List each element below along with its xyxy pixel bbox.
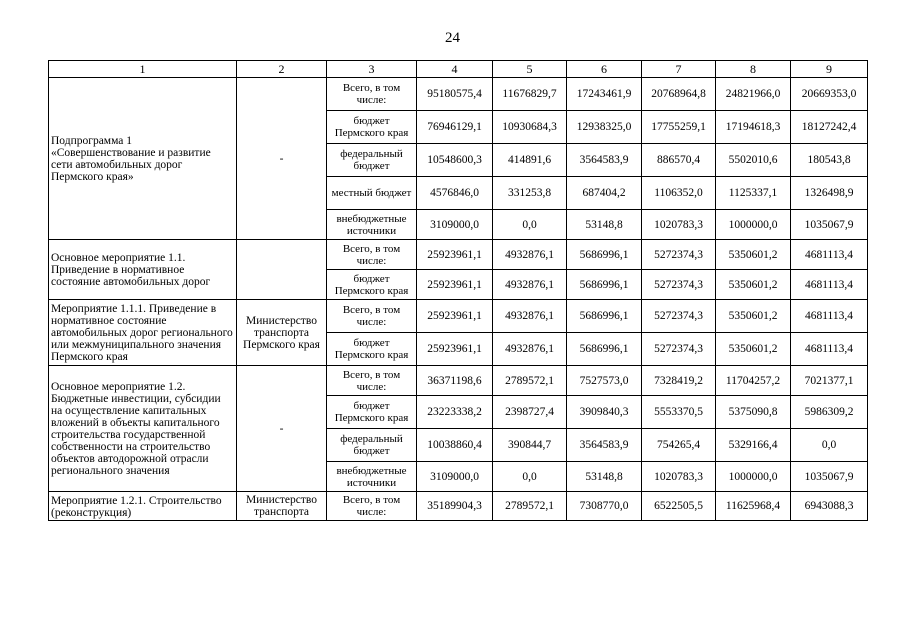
value-cell: 1035067,9 (791, 462, 868, 492)
value-cell: 754265,4 (642, 429, 716, 462)
value-cell: 95180575,4 (417, 78, 493, 111)
value-cell: 3909840,3 (567, 396, 642, 429)
value-cell: 4932876,1 (493, 270, 567, 300)
value-cell: 886570,4 (642, 144, 716, 177)
value-cell: 11676829,7 (493, 78, 567, 111)
value-cell: 5375090,8 (716, 396, 791, 429)
page-number: 24 (445, 30, 460, 46)
funding-source-cell: внебюджетные источники (327, 462, 417, 492)
value-cell: 25923961,1 (417, 333, 493, 366)
value-cell: 180543,8 (791, 144, 868, 177)
value-cell: 3109000,0 (417, 210, 493, 240)
funding-source-cell: бюджет Пермского края (327, 396, 417, 429)
funding-source-cell: Всего, в том числе: (327, 366, 417, 396)
program-name-cell: Мероприятие 1.1.1. Приведение в нормативное состояние автомобильных дорог регионального или межмуниципального значения Пермского края (49, 300, 237, 366)
responsible-cell: - (237, 78, 327, 240)
header-cell: 4 (417, 61, 493, 78)
value-cell: 2789572,1 (493, 366, 567, 396)
header-row (49, 61, 868, 78)
value-cell: 2398727,4 (493, 396, 567, 429)
header-cell: 1 (49, 61, 237, 78)
value-cell: 4932876,1 (493, 333, 567, 366)
value-cell: 5350601,2 (716, 270, 791, 300)
value-cell: 17243461,9 (567, 78, 642, 111)
value-cell: 6522505,5 (642, 492, 716, 521)
header-cell: 9 (791, 61, 868, 78)
value-cell: 24821966,0 (716, 78, 791, 111)
value-cell: 10930684,3 (493, 111, 567, 144)
table-row (49, 240, 868, 270)
value-cell: 3564583,9 (567, 144, 642, 177)
value-cell: 5686996,1 (567, 270, 642, 300)
value-cell: 1035067,9 (791, 210, 868, 240)
responsible-cell: - (237, 366, 327, 492)
value-cell: 5986309,2 (791, 396, 868, 429)
header-cell: 5 (493, 61, 567, 78)
value-cell: 4576846,0 (417, 177, 493, 210)
value-cell: 18127242,4 (791, 111, 868, 144)
value-cell: 36371198,6 (417, 366, 493, 396)
funding-source-cell: бюджет Пермского края (327, 333, 417, 366)
program-name-cell: Основное мероприятие 1.1. Приведение в нормативное состояние автомобильных дорог (49, 240, 237, 300)
value-cell: 7021377,1 (791, 366, 868, 396)
funding-source-cell: бюджет Пермского края (327, 270, 417, 300)
value-cell: 1020783,3 (642, 210, 716, 240)
value-cell: 53148,8 (567, 210, 642, 240)
value-cell: 3564583,9 (567, 429, 642, 462)
value-cell: 5272374,3 (642, 240, 716, 270)
value-cell: 23223338,2 (417, 396, 493, 429)
value-cell: 0,0 (493, 462, 567, 492)
value-cell: 2789572,1 (493, 492, 567, 521)
program-name-cell: Подпрограмма 1 «Совершенствование и развитие сети автомобильных дорог Пермского края» (49, 78, 237, 240)
value-cell: 7308770,0 (567, 492, 642, 521)
funding-source-cell: Всего, в том числе: (327, 300, 417, 333)
value-cell: 76946129,1 (417, 111, 493, 144)
value-cell: 1106352,0 (642, 177, 716, 210)
value-cell: 5272374,3 (642, 333, 716, 366)
header-cell: 6 (567, 61, 642, 78)
value-cell: 414891,6 (493, 144, 567, 177)
value-cell: 10548600,3 (417, 144, 493, 177)
value-cell: 5350601,2 (716, 240, 791, 270)
value-cell: 7527573,0 (567, 366, 642, 396)
funding-source-cell: местный бюджет (327, 177, 417, 210)
value-cell: 17755259,1 (642, 111, 716, 144)
value-cell: 35189904,3 (417, 492, 493, 521)
value-cell: 5553370,5 (642, 396, 716, 429)
value-cell: 5686996,1 (567, 300, 642, 333)
value-cell: 1326498,9 (791, 177, 868, 210)
value-cell: 4681113,4 (791, 333, 868, 366)
funding-source-cell: федеральный бюджет (327, 144, 417, 177)
value-cell: 5350601,2 (716, 300, 791, 333)
value-cell: 7328419,2 (642, 366, 716, 396)
funding-source-cell: бюджет Пермского края (327, 111, 417, 144)
value-cell: 25923961,1 (417, 240, 493, 270)
value-cell: 3109000,0 (417, 462, 493, 492)
value-cell: 0,0 (493, 210, 567, 240)
value-cell: 5272374,3 (642, 300, 716, 333)
header-cell: 3 (327, 61, 417, 78)
program-name-cell: Мероприятие 1.2.1. Строительство (реконструкция) (49, 492, 237, 521)
value-cell: 20669353,0 (791, 78, 868, 111)
value-cell: 1020783,3 (642, 462, 716, 492)
value-cell: 4681113,4 (791, 270, 868, 300)
value-cell: 4932876,1 (493, 300, 567, 333)
value-cell: 5686996,1 (567, 240, 642, 270)
value-cell: 11704257,2 (716, 366, 791, 396)
value-cell: 5350601,2 (716, 333, 791, 366)
value-cell: 0,0 (791, 429, 868, 462)
value-cell: 1000000,0 (716, 210, 791, 240)
funding-source-cell: внебюджетные источники (327, 210, 417, 240)
value-cell: 4932876,1 (493, 240, 567, 270)
value-cell: 4681113,4 (791, 300, 868, 333)
value-cell: 331253,8 (493, 177, 567, 210)
program-name-cell: Основное мероприятие 1.2. Бюджетные инвестиции, субсидии на осуществление капитальных вложений в объекты капитального строительства государственной собственности на строительство объектов автодорожной отрасли регионального значения (49, 366, 237, 492)
value-cell: 12938325,0 (567, 111, 642, 144)
table-body (49, 61, 868, 521)
funding-source-cell: федеральный бюджет (327, 429, 417, 462)
value-cell: 390844,7 (493, 429, 567, 462)
value-cell: 4681113,4 (791, 240, 868, 270)
value-cell: 5686996,1 (567, 333, 642, 366)
responsible-cell (237, 240, 327, 300)
value-cell: 53148,8 (567, 462, 642, 492)
value-cell: 687404,2 (567, 177, 642, 210)
value-cell: 1000000,0 (716, 462, 791, 492)
table-row (49, 300, 868, 333)
value-cell: 25923961,1 (417, 270, 493, 300)
value-cell: 20768964,8 (642, 78, 716, 111)
funding-source-cell: Всего, в том числе: (327, 492, 417, 521)
table-row (49, 366, 868, 396)
value-cell: 1125337,1 (716, 177, 791, 210)
value-cell: 5502010,6 (716, 144, 791, 177)
value-cell: 17194618,3 (716, 111, 791, 144)
value-cell: 11625968,4 (716, 492, 791, 521)
value-cell: 25923961,1 (417, 300, 493, 333)
value-cell: 10038860,4 (417, 429, 493, 462)
header-cell: 8 (716, 61, 791, 78)
value-cell: 5272374,3 (642, 270, 716, 300)
funding-source-cell: Всего, в том числе: (327, 240, 417, 270)
table-row (49, 78, 868, 111)
table-row (49, 492, 868, 521)
header-cell: 7 (642, 61, 716, 78)
value-cell: 5329166,4 (716, 429, 791, 462)
value-cell: 6943088,3 (791, 492, 868, 521)
header-cell: 2 (237, 61, 327, 78)
funding-source-cell: Всего, в том числе: (327, 78, 417, 111)
responsible-cell: Министерство транспорта Пермского края (237, 300, 327, 366)
responsible-cell: Министерство транспорта (237, 492, 327, 521)
budget-table (48, 60, 868, 521)
